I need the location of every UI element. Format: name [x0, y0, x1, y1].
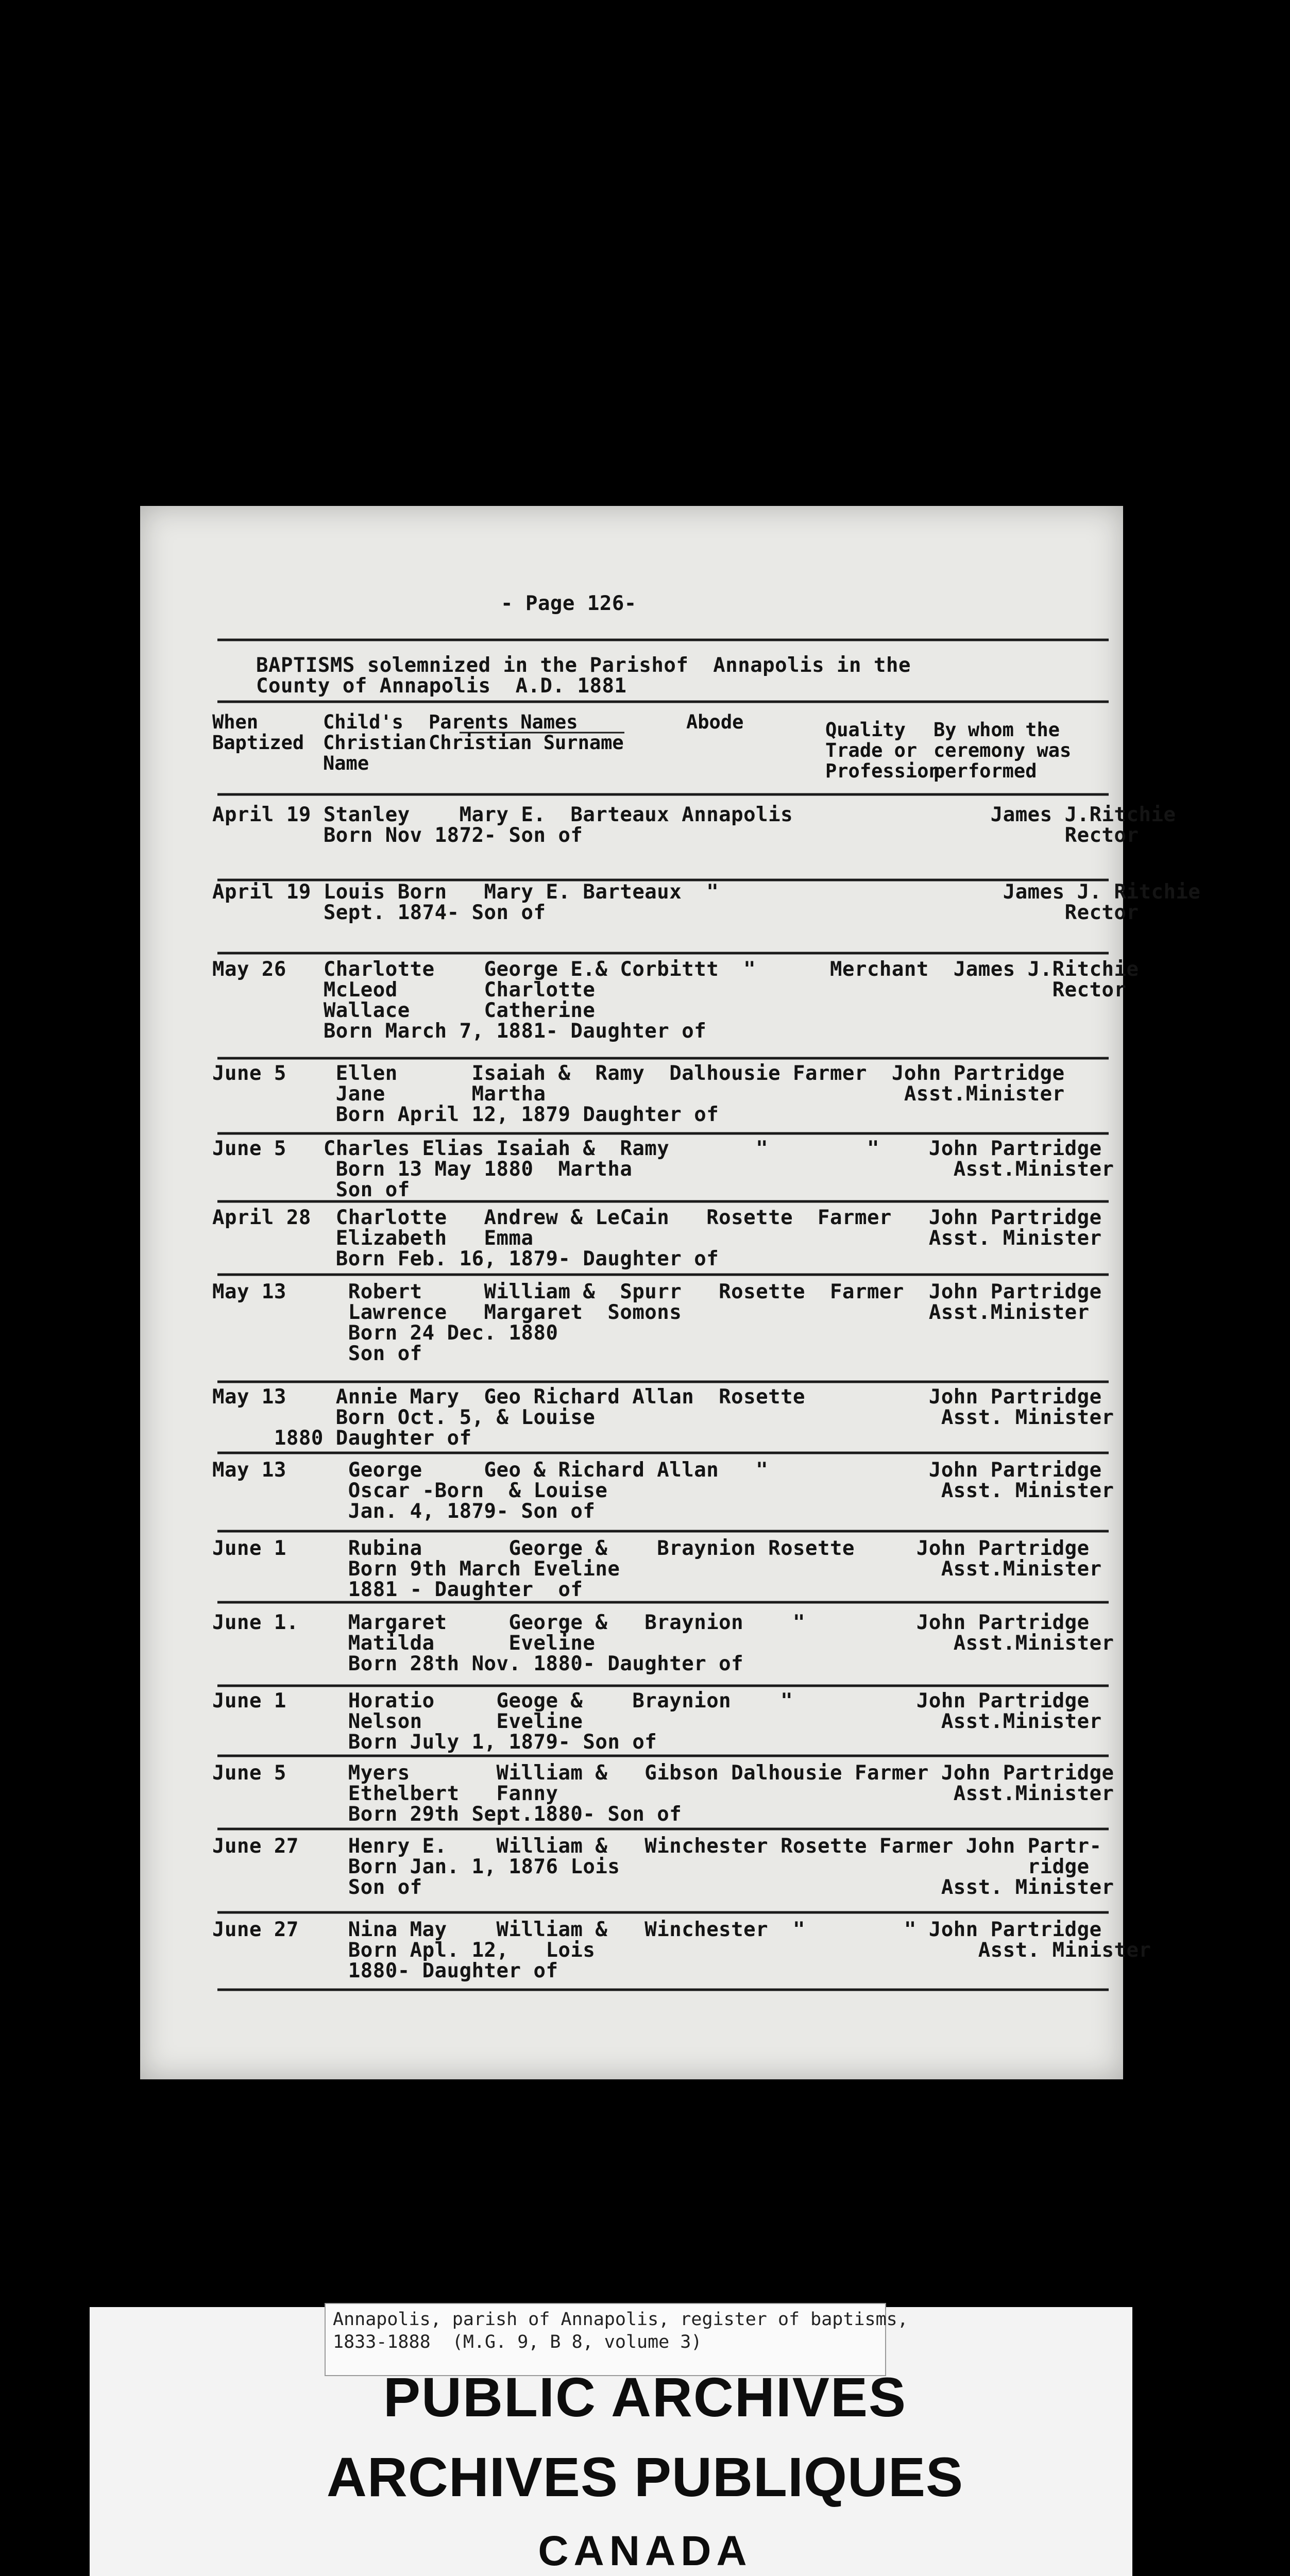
- entry-line: Born 24 Dec. 1880: [212, 1321, 558, 1345]
- entry: [212, 1208, 1102, 1269]
- register-page: [140, 506, 1201, 2079]
- entry-line: April 19 Louis Born Mary E. Barteaux " James J. Ritchie: [212, 880, 1201, 904]
- page-number: - Page 126-: [501, 592, 637, 615]
- column-header-when: When Baptized: [212, 711, 304, 754]
- entry-line: Sept. 1874- Son of Rector: [212, 901, 1139, 924]
- entry-line: Born Apl. 12, Lois Asst. Minister: [212, 1939, 1151, 1962]
- entry-line: Born July 1, 1879- Son of: [212, 1731, 657, 1754]
- entry: [212, 1460, 1114, 1522]
- register-heading-line2: County of Annapolis A.D. 1881: [256, 674, 627, 698]
- entry: [212, 1282, 1102, 1364]
- register-heading-line1: BAPTISMS solemnized in the Parishof Annapolis in the: [256, 654, 911, 677]
- entry: [212, 1387, 1114, 1449]
- column-header-abode: Abode: [686, 711, 744, 733]
- entry-line: June 1. Margaret George & Braynion " John Partridge: [212, 1611, 1090, 1634]
- entry-line: McLeod Charlotte Rector: [212, 978, 1127, 1002]
- entry-line: Son of: [212, 1178, 410, 1201]
- column-header-child: Child's Christian Name: [323, 711, 427, 774]
- entry-line: Son of: [212, 1342, 422, 1365]
- entry: [212, 1139, 1114, 1200]
- entry: [212, 1691, 1102, 1753]
- entry-line: Jan. 4, 1879- Son of: [212, 1500, 596, 1523]
- entry: [212, 1613, 1114, 1674]
- entry-line: May 13 Robert William & Spurr Rosette Farmer John Partridge: [212, 1280, 1102, 1303]
- entry-line: April 19 Stanley Mary E. Barteaux Annapolis James J.Ritchie: [212, 803, 1176, 826]
- entry-line: Born Jan. 1, 1876 Lois ridge: [212, 1855, 1090, 1878]
- column-header-officiant: By whom the ceremony was performed: [933, 719, 1072, 782]
- entry-line: May 26 Charlotte George E.& Corbittt " Merchant James J.Ritchie: [212, 958, 1139, 981]
- column-header-quality: Quality Trade or Profession: [825, 719, 940, 782]
- entry-line: Nelson Eveline Asst.Minister: [212, 1710, 1102, 1733]
- entry-line: Jane Martha Asst.Minister: [212, 1082, 1065, 1106]
- entry-line: Wallace Catherine: [212, 999, 596, 1022]
- entry-line: Son of Asst. Minister: [212, 1876, 1114, 1899]
- entry-line: Lawrence Margaret Somons Asst.Minister: [212, 1301, 1090, 1324]
- archive-country: CANADA: [538, 2528, 752, 2574]
- entry: [212, 1538, 1102, 1600]
- entry-line: June 1 Rubina George & Braynion Rosette John Partridge: [212, 1537, 1090, 1560]
- entry-line: Matilda Eveline Asst.Minister: [212, 1632, 1114, 1655]
- entry-line: June 5 Myers William & Gibson Dalhousie Farmer John Partridge: [212, 1761, 1114, 1785]
- entry-line: Born 9th March Eveline Asst.Minister: [212, 1557, 1102, 1581]
- entry-line: Oscar -Born & Louise Asst. Minister: [212, 1479, 1114, 1502]
- entry-line: Born April 12, 1879 Daughter of: [212, 1103, 719, 1126]
- catalog-slip-line1: Annapolis, parish of Annapolis, register of baptisms,: [333, 2309, 908, 2330]
- entry-line: 1881 - Daughter of: [212, 1578, 583, 1601]
- archive-name-french: ARCHIVES PUBLIQUES: [326, 2446, 964, 2508]
- archive-name-english: PUBLIC ARCHIVES: [383, 2366, 907, 2428]
- entry: [212, 805, 1176, 846]
- entry-line: June 5 Charles Elias Isaiah & Ramy " " John Partridge: [212, 1137, 1102, 1160]
- entry-line: Born Feb. 16, 1879- Daughter of: [212, 1247, 719, 1270]
- entry-line: April 28 Charlotte Andrew & LeCain Rosette Farmer John Partridge: [212, 1206, 1102, 1229]
- entry-line: Born Oct. 5, & Louise Asst. Minister: [212, 1406, 1114, 1429]
- entry-line: May 13 Annie Mary Geo Richard Allan Rosette John Partridge: [212, 1385, 1102, 1409]
- entry-line: 1880 Daughter of: [212, 1427, 472, 1450]
- entry: [212, 959, 1139, 1042]
- column-header-parents: Parents Names Christian Surname: [429, 711, 624, 754]
- catalog-slip-line2: 1833-1888 (M.G. 9, B 8, volume 3): [333, 2332, 702, 2352]
- entry: [212, 1920, 1151, 1981]
- entry-line: June 27 Nina May William & Winchester " " John Partridge: [212, 1918, 1102, 1941]
- entry-line: May 13 George Geo & Richard Allan " John Partridge: [212, 1459, 1102, 1482]
- entry-line: Born 29th Sept.1880- Son of: [212, 1803, 682, 1826]
- entry: [212, 1063, 1065, 1125]
- entry-line: Elizabeth Emma Asst. Minister: [212, 1227, 1102, 1250]
- entry-line: June 1 Horatio Geoge & Braynion " John Partridge: [212, 1689, 1090, 1713]
- entry-line: Ethelbert Fanny Asst.Minister: [212, 1782, 1114, 1805]
- entry: [212, 1836, 1114, 1898]
- entry-line: June 27 Henry E. William & Winchester Rosette Farmer John Partr-: [212, 1835, 1102, 1858]
- entry-line: 1880- Daughter of: [212, 1959, 558, 1982]
- entry-line: Born 13 May 1880 Martha Asst.Minister: [212, 1158, 1114, 1181]
- entry: [212, 882, 1200, 923]
- entry-line: Born Nov 1872- Son of Rector: [212, 824, 1139, 847]
- entry-line: Born March 7, 1881- Daughter of: [212, 1020, 707, 1043]
- entry-line: June 5 Ellen Isaiah & Ramy Dalhousie Farmer John Partridge: [212, 1062, 1065, 1085]
- entry-line: Born 28th Nov. 1880- Daughter of: [212, 1652, 744, 1675]
- entry: [212, 1763, 1114, 1825]
